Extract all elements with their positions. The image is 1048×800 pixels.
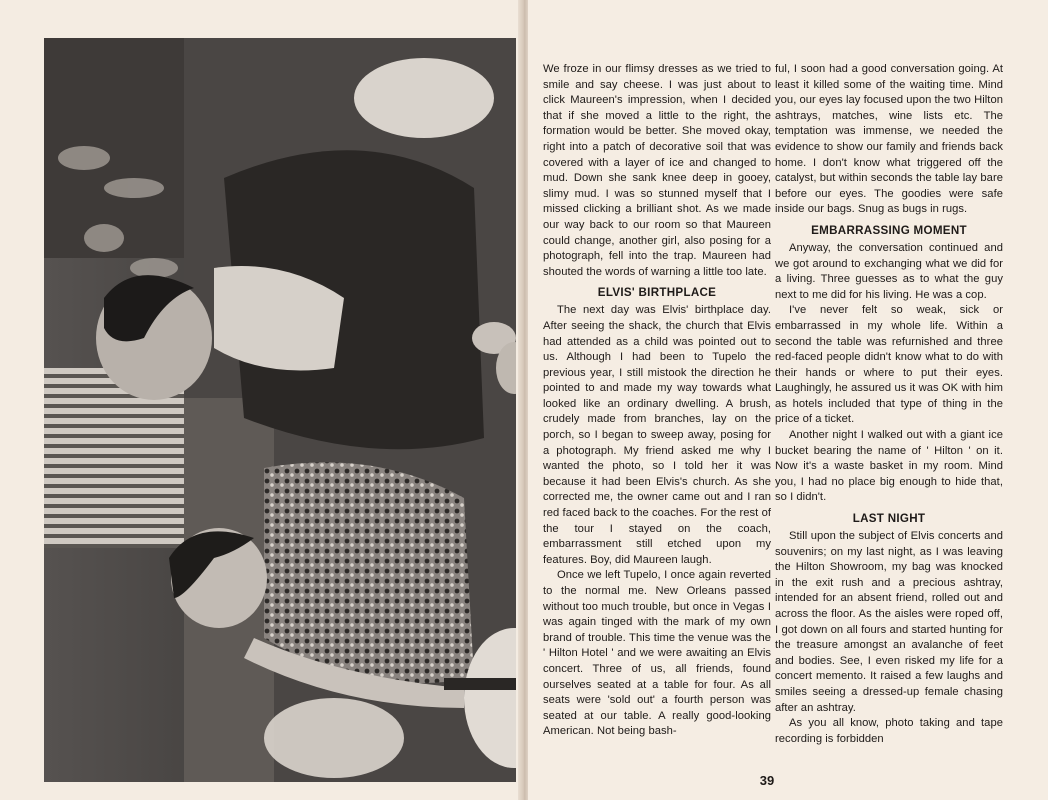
text-column-right xyxy=(775,62,1003,770)
article-photo xyxy=(44,38,516,782)
left-page xyxy=(0,0,522,800)
paragraph: Still upon the subject of Elvis concerts and souvenirs; on my last night, as I was leaving the Hilton Showroom, my bag was knocked in the exit rush and a precious ashtray, intended for an absent friend, rolled out and across the floor. As the aisles were roped off, I got down on all fours and started hunting for the treasure amongst an avalanche of feet and bodies. See, I even risked my life for a concert memento. It raised a few laughs and smiles seeing a dressed-up female chasing after an ashtray. xyxy=(775,530,1003,714)
paragraph: Anyway, the conversation continued and we got around to exchanging what we did for a living. Three guesses as to what the guy next to me did for his living. He was a cop. xyxy=(775,241,1003,301)
paragraph: Once we left Tupelo, I once again reverted to the normal me. New Orleans passed without too much trouble, but once in Vegas I was again tinged with the mark of my own brand of trouble. This time the venue was the ' Hilton Hotel ' and we were awaiting an Elvis concert. Three of us, all friends, found ourselves seated at a table for four. As all seats were 'sold out' a fourth person was seated at our table. A really good-looking American. Not being bash- xyxy=(543,569,771,738)
paragraph: The next day was Elvis' birthplace day. After seeing the shack, the church that Elvis had attended as a child was pointed out to us. Although I had been to Tupelo the previous year, I still mistook the direction he pointed to and made my way towards what looked like an ordinary dwelling. A brush, crudely made from branches, lay on the porch, so I began to sweep away, posing for a photograph. My friend asked me why I wanted the photo, so I told her it was because it had been Elvis's church. As she corrected me, the owner came out and I ran red faced back to the coaches. For the rest of the tour I stayed on the coach, embarrassment still etched upon my features. Boy, did Maureen laugh. xyxy=(543,304,771,566)
paragraph: ful, I soon had a good conversation going. At least it killed some of the waiting time. Mind you, our eyes lay focused upon the two Hilton ashtrays, matches, wine lists etc. The temptation was immense, we needed the evidence to show our family and friends back home. I don't know what triggered off the catalyst, but within seconds the table lay bare before our eyes. The goodies were safe inside our bags. Snug as bugs in rugs. xyxy=(775,63,1003,216)
paragraph: I've never felt so weak, sick or embarrassed in my whole life. Within a second the table was refurnished and three red-faced people didn't know what to do with their hands or where to put their eyes. Laughingly, he assured us it was OK with him as hotels included that type of thing in the price of a ticket. xyxy=(775,304,1003,426)
section-heading: LAST NIGHT xyxy=(852,512,926,526)
photo-illustration xyxy=(44,38,516,782)
text-column-left xyxy=(543,62,771,770)
page-number: 39 xyxy=(759,773,775,788)
section-heading: EMBARRASSING MOMENT xyxy=(811,223,967,237)
paragraph: As you all know, photo taking and tape recording is forbidden xyxy=(775,717,1003,745)
paragraph: Another night I walked out with a giant ice bucket bearing the name of ' Hilton ' on it. Now it's a waste basket in my room. Mind you, I had no place big enough to hide that, so I didn't. xyxy=(775,429,1003,504)
section-heading: ELVIS' BIRTHPLACE xyxy=(597,286,717,300)
paragraph: We froze in our flimsy dresses as we tried to smile and say cheese. I was just about to click Maureen's impression, when I decided that if she moved a little to the right, the formation would be better. She moved okay, right into a patch of decorative soil that was covered with a layer of ice and changed to mud. Down she sank knee deep in gooey, slimy mud. I was so stunned myself that I missed clicking a brilliant shot. As we made our way back to our room so that Maureen could change, another girl, also posing for a photograph, fell into the trap. Maureen had shouted the words of warning a little too late. xyxy=(543,63,771,278)
